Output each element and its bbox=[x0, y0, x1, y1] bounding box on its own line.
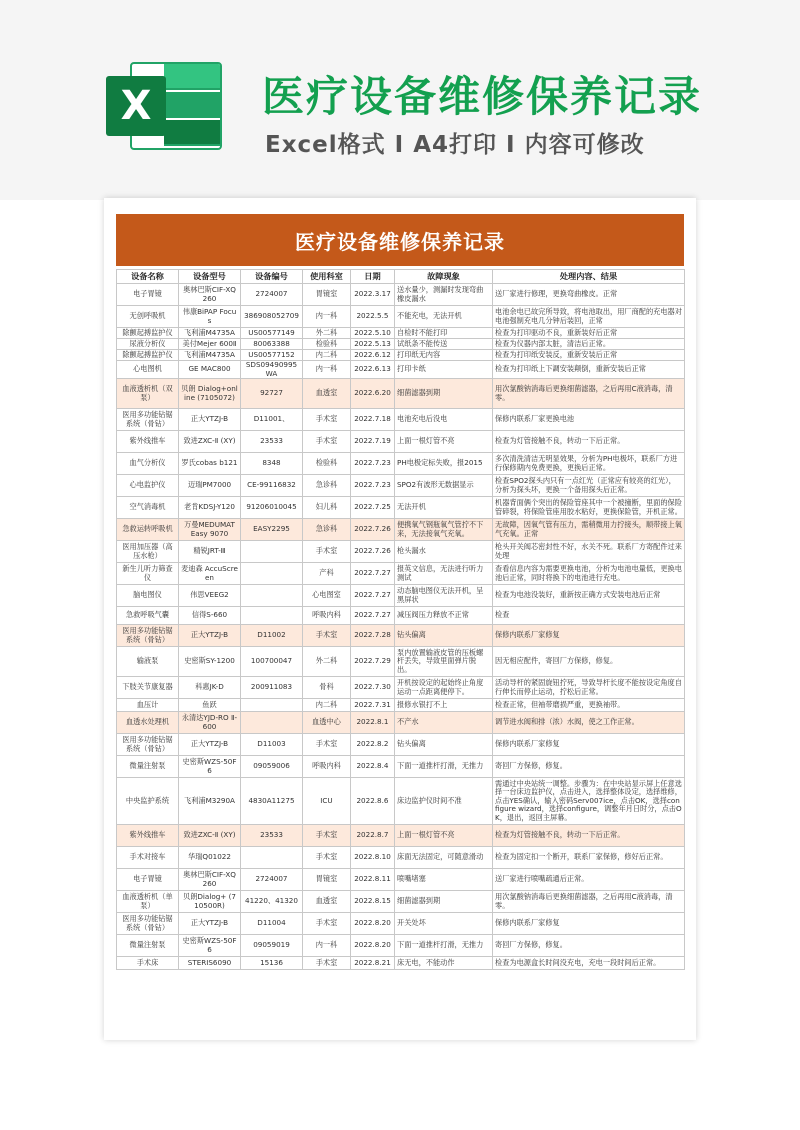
table-row bbox=[117, 563, 685, 585]
department-cell: 呼吸内科 bbox=[303, 756, 351, 778]
date-cell: 2022.8.7 bbox=[351, 825, 395, 847]
fault-cell: 钻头偏离 bbox=[395, 625, 493, 647]
device-model-cell: 飞利浦M4735A bbox=[179, 350, 241, 361]
device-model-cell: 科惠JK-D bbox=[179, 677, 241, 699]
device-name-cell: 手术对接车 bbox=[117, 847, 179, 869]
device-number-cell: 09059006 bbox=[241, 756, 303, 778]
handling-cell: 检查为打印驱动不良，重新装好后正常 bbox=[493, 328, 685, 339]
date-cell: 2022.8.6 bbox=[351, 778, 395, 825]
department-cell: 检验科 bbox=[303, 339, 351, 350]
table-row bbox=[117, 453, 685, 475]
device-name-cell: 输液泵 bbox=[117, 647, 179, 677]
device-name-cell: 微量注射泵 bbox=[117, 935, 179, 957]
fault-cell: 不产水 bbox=[395, 712, 493, 734]
fault-cell: 上面一根灯管不亮 bbox=[395, 825, 493, 847]
date-cell: 2022.8.4 bbox=[351, 756, 395, 778]
device-name-cell: 紫外线推车 bbox=[117, 825, 179, 847]
records-body bbox=[117, 284, 685, 970]
handling-cell: 用次氯酸钠消毒后更换细菌滤器，之后再用C液消毒，清零。 bbox=[493, 379, 685, 409]
fault-cell: 自检时不能打印 bbox=[395, 328, 493, 339]
fault-cell: 下面一道推杆打滑，无推力 bbox=[395, 756, 493, 778]
device-number-cell bbox=[241, 699, 303, 712]
device-model-cell: 麦迪森 AccuScreen bbox=[179, 563, 241, 585]
fault-cell: 动态脑电图仪无法开机，呈黑屏状 bbox=[395, 585, 493, 607]
department-cell: 血透室 bbox=[303, 379, 351, 409]
device-name-cell: 心电图机 bbox=[117, 361, 179, 379]
handling-cell: 查看信息内容为需要更换电池，分析为电池电量低，更换电池后正常，同时将换下的电池进行充电。 bbox=[493, 563, 685, 585]
date-cell: 2022.6.13 bbox=[351, 361, 395, 379]
date-cell: 2022.3.17 bbox=[351, 284, 395, 306]
handling-cell: 机器背面俩个突出的保险管座其中一个被撞断，里面的保险管碎裂，将保险管座用胶水粘好，更换保险管，开机正常。 bbox=[493, 497, 685, 519]
handling-cell: 检查为电源盒长时间没充电，充电一段时间后正常。 bbox=[493, 957, 685, 970]
date-cell: 2022.6.12 bbox=[351, 350, 395, 361]
device-name-cell: 医用多功能钻锯系统（骨钻） bbox=[117, 409, 179, 431]
table-row bbox=[117, 519, 685, 541]
handling-cell: 电池余电已故完所导致，将电池取出，用厂商配的充电器对电池强制充电几分钟后装回，正常 bbox=[493, 306, 685, 328]
device-name-cell: 急救呼吸气囊 bbox=[117, 607, 179, 625]
device-name-cell: 血透水处理机 bbox=[117, 712, 179, 734]
table-row bbox=[117, 328, 685, 339]
fault-cell: 床面无法固定，可随意滑动 bbox=[395, 847, 493, 869]
device-number-cell: 200911083 bbox=[241, 677, 303, 699]
device-name-cell: 紫外线推车 bbox=[117, 431, 179, 453]
device-number-cell bbox=[241, 541, 303, 563]
fault-cell: 不能充电，无法开机 bbox=[395, 306, 493, 328]
handling-cell: 检查为电池没装好，重新按正确方式安装电池后正常 bbox=[493, 585, 685, 607]
date-cell: 2022.5.5 bbox=[351, 306, 395, 328]
device-model-cell: 伟康BiPAP Focus bbox=[179, 306, 241, 328]
device-number-cell: 91206010045 bbox=[241, 497, 303, 519]
device-model-cell: 致进ZXC-Ⅱ (XY) bbox=[179, 825, 241, 847]
department-cell: 急诊科 bbox=[303, 519, 351, 541]
department-cell: 胃镜室 bbox=[303, 869, 351, 891]
device-name-cell: 手术床 bbox=[117, 957, 179, 970]
device-model-cell: 贝朗Dialog+ (710500R) bbox=[179, 891, 241, 913]
handling-cell: 检查为仪器内部太脏，清洁后正常。 bbox=[493, 339, 685, 350]
date-cell: 2022.5.13 bbox=[351, 339, 395, 350]
fault-cell: 无法开机 bbox=[395, 497, 493, 519]
department-cell: 手术室 bbox=[303, 409, 351, 431]
fault-cell: 便携氧气钢瓶氧气管拧不下来，无法接氧气充氧。 bbox=[395, 519, 493, 541]
table-row bbox=[117, 712, 685, 734]
date-cell: 2022.7.30 bbox=[351, 677, 395, 699]
fault-cell: 床边监护仪时间不准 bbox=[395, 778, 493, 825]
device-model-cell: 致进ZXC-Ⅱ (XY) bbox=[179, 431, 241, 453]
device-model-cell: STERIS6090 bbox=[179, 957, 241, 970]
device-name-cell: 无创呼吸机 bbox=[117, 306, 179, 328]
device-name-cell: 医用加压器（高压水枪） bbox=[117, 541, 179, 563]
handling-cell: 检查为灯管接触不良，转动一下后正常。 bbox=[493, 825, 685, 847]
logo-letter: X bbox=[106, 76, 166, 136]
table-row bbox=[117, 957, 685, 970]
date-cell: 2022.8.21 bbox=[351, 957, 395, 970]
device-number-cell: 15136 bbox=[241, 957, 303, 970]
table-row bbox=[117, 431, 685, 453]
device-model-cell: 精锐JRT-Ⅲ bbox=[179, 541, 241, 563]
table-row bbox=[117, 409, 685, 431]
table-row bbox=[117, 585, 685, 607]
device-name-cell: 血压计 bbox=[117, 699, 179, 712]
department-cell: 外二科 bbox=[303, 328, 351, 339]
table-row bbox=[117, 350, 685, 361]
device-number-cell: D11001、 bbox=[241, 409, 303, 431]
table-row bbox=[117, 379, 685, 409]
handling-cell: 寄回厂方保修，修复。 bbox=[493, 756, 685, 778]
banner-title: 医疗设备维修保养记录 bbox=[262, 72, 703, 121]
device-name-cell: 电子胃镜 bbox=[117, 869, 179, 891]
department-cell: 产科 bbox=[303, 563, 351, 585]
fault-cell: 上面一根灯管不亮 bbox=[395, 431, 493, 453]
date-cell: 2022.8.20 bbox=[351, 935, 395, 957]
date-cell: 2022.7.18 bbox=[351, 409, 395, 431]
table-row bbox=[117, 825, 685, 847]
device-number-cell: 2724007 bbox=[241, 284, 303, 306]
table-row bbox=[117, 913, 685, 935]
device-name-cell: 新生儿听力筛查仪 bbox=[117, 563, 179, 585]
fault-cell: 打印纸无内容 bbox=[395, 350, 493, 361]
handling-cell: 检查 bbox=[493, 607, 685, 625]
device-model-cell: 伟思VEEG2 bbox=[179, 585, 241, 607]
device-name-cell: 中央监护系统 bbox=[117, 778, 179, 825]
device-model-cell: 永清达YJD-RO Ⅱ-600 bbox=[179, 712, 241, 734]
department-cell: 手术室 bbox=[303, 431, 351, 453]
device-number-cell bbox=[241, 847, 303, 869]
table-row bbox=[117, 625, 685, 647]
department-cell: 内二科 bbox=[303, 699, 351, 712]
date-cell: 2022.7.28 bbox=[351, 625, 395, 647]
table-row bbox=[117, 677, 685, 699]
table-header-row bbox=[117, 270, 685, 284]
table-row bbox=[117, 756, 685, 778]
handling-cell: 送厂家进行修理，更换弯曲橡皮。正常 bbox=[493, 284, 685, 306]
column-header: 处理内容、结果 bbox=[493, 270, 685, 284]
department-cell: 血透中心 bbox=[303, 712, 351, 734]
column-header: 故障现象 bbox=[395, 270, 493, 284]
date-cell: 2022.8.1 bbox=[351, 712, 395, 734]
device-number-cell: 100700047 bbox=[241, 647, 303, 677]
device-number-cell: 2724007 bbox=[241, 869, 303, 891]
device-number-cell bbox=[241, 563, 303, 585]
banner bbox=[0, 0, 800, 200]
fault-cell: 细菌滤器到期 bbox=[395, 379, 493, 409]
device-model-cell: 万曼MEDUMAT Easy 9070 bbox=[179, 519, 241, 541]
table-row bbox=[117, 541, 685, 563]
column-header: 日期 bbox=[351, 270, 395, 284]
fault-cell: 打印卡纸 bbox=[395, 361, 493, 379]
date-cell: 2022.8.15 bbox=[351, 891, 395, 913]
handling-cell: 检查SPO2探头内只有一点红光（正常应有较亮的红光），分析为探头坏，更换一个备用探头后正常。 bbox=[493, 475, 685, 497]
device-model-cell: 信得S-660 bbox=[179, 607, 241, 625]
device-name-cell: 血液透析机（双泵） bbox=[117, 379, 179, 409]
device-name-cell: 空气消毒机 bbox=[117, 497, 179, 519]
handling-cell: 多次清洗清洁无明显效果，分析为PH电极坏，联系厂方进行保修期内免费更换，更换后正常。 bbox=[493, 453, 685, 475]
device-number-cell: 8348 bbox=[241, 453, 303, 475]
device-number-cell: SDS09490995WA bbox=[241, 361, 303, 379]
department-cell: 手术室 bbox=[303, 825, 351, 847]
device-name-cell: 下肢关节康复器 bbox=[117, 677, 179, 699]
department-cell: 手术室 bbox=[303, 957, 351, 970]
device-name-cell: 医用多功能钻锯系统（骨钻） bbox=[117, 913, 179, 935]
device-model-cell: 正大YTZJ-B bbox=[179, 625, 241, 647]
table-row bbox=[117, 306, 685, 328]
handling-cell: 寄回厂方保修，修复。 bbox=[493, 935, 685, 957]
date-cell: 2022.8.10 bbox=[351, 847, 395, 869]
device-model-cell: 飞利浦M4735A bbox=[179, 328, 241, 339]
handling-cell: 保修内联系厂家修复 bbox=[493, 625, 685, 647]
device-name-cell: 急救运转呼吸机 bbox=[117, 519, 179, 541]
date-cell: 2022.7.26 bbox=[351, 541, 395, 563]
column-header: 设备型号 bbox=[179, 270, 241, 284]
device-number-cell: D11002 bbox=[241, 625, 303, 647]
fault-cell: 下面一道推杆打滑，无推力 bbox=[395, 935, 493, 957]
department-cell: 血透室 bbox=[303, 891, 351, 913]
device-name-cell: 心电监护仪 bbox=[117, 475, 179, 497]
device-name-cell: 除颤起搏监护仪 bbox=[117, 350, 179, 361]
device-number-cell: D11004 bbox=[241, 913, 303, 935]
handling-cell: 用次氯酸钠消毒后更换细菌滤器，之后再用C液消毒，清零。 bbox=[493, 891, 685, 913]
fault-cell: 喷嘴堵塞 bbox=[395, 869, 493, 891]
fault-cell: SPO2有波形无数据显示 bbox=[395, 475, 493, 497]
device-model-cell: 史密斯WZS-50F6 bbox=[179, 935, 241, 957]
device-number-cell: 386908052709 bbox=[241, 306, 303, 328]
date-cell: 2022.7.23 bbox=[351, 475, 395, 497]
handling-cell: 调节进水阀和排（浓）水阀，使之工作正常。 bbox=[493, 712, 685, 734]
fault-cell: 电池充电后没电 bbox=[395, 409, 493, 431]
table-row bbox=[117, 647, 685, 677]
device-number-cell: EASY2295 bbox=[241, 519, 303, 541]
handling-cell: 检查正常，但袖带磨损严重，更换袖带。 bbox=[493, 699, 685, 712]
date-cell: 2022.7.27 bbox=[351, 585, 395, 607]
date-cell: 2022.8.2 bbox=[351, 734, 395, 756]
handling-cell: 需通过中央站统一调整。步骤为：在中央站显示屏上任意选择一台床边监护仪，点击进入，选择整体设定，选择维修，点击YES确认，输入密码Serv007ice，点击OK，选择configure wizard，选择configure，调整年月日时分，点击OK，退出，返回主屏幕。 bbox=[493, 778, 685, 825]
device-model-cell: 正大YTZJ-B bbox=[179, 734, 241, 756]
fault-cell: 泵内放置输液皮管的压板螺杆丢失，导致里面弹片脱出。 bbox=[395, 647, 493, 677]
department-cell: 手术室 bbox=[303, 847, 351, 869]
department-cell: 胃镜室 bbox=[303, 284, 351, 306]
department-cell: 内一科 bbox=[303, 361, 351, 379]
device-number-cell: US00577152 bbox=[241, 350, 303, 361]
device-model-cell: 奥林巴斯CIF-XQ260 bbox=[179, 284, 241, 306]
department-cell: 内一科 bbox=[303, 306, 351, 328]
fault-cell: 开机按设定的起始终止角度运动一点距离便停下。 bbox=[395, 677, 493, 699]
device-model-cell: 贝朗 Dialog+online (7105072) bbox=[179, 379, 241, 409]
fault-cell: 床无电，不能动作 bbox=[395, 957, 493, 970]
department-cell: 内二科 bbox=[303, 350, 351, 361]
device-name-cell: 医用多功能钻锯系统（骨钻） bbox=[117, 625, 179, 647]
device-model-cell: 华瑞Q01022 bbox=[179, 847, 241, 869]
handling-cell: 保修内联系厂家更换电池 bbox=[493, 409, 685, 431]
table-row bbox=[117, 339, 685, 350]
table-row bbox=[117, 361, 685, 379]
device-name-cell: 血气分析仪 bbox=[117, 453, 179, 475]
column-header: 设备名称 bbox=[117, 270, 179, 284]
device-model-cell: 迈瑞PM7000 bbox=[179, 475, 241, 497]
device-number-cell bbox=[241, 712, 303, 734]
handling-cell: 检查为打印纸安装反，重新安装后正常 bbox=[493, 350, 685, 361]
handling-cell: 因无相应配件，寄回厂方保修，修复。 bbox=[493, 647, 685, 677]
department-cell: 心电图室 bbox=[303, 585, 351, 607]
column-header: 设备编号 bbox=[241, 270, 303, 284]
device-number-cell: 92727 bbox=[241, 379, 303, 409]
device-model-cell: 飞利浦M3290A bbox=[179, 778, 241, 825]
device-model-cell: 正大YTZJ-B bbox=[179, 409, 241, 431]
records-table bbox=[116, 269, 685, 970]
fault-cell: 试纸条不能传送 bbox=[395, 339, 493, 350]
date-cell: 2022.8.11 bbox=[351, 869, 395, 891]
department-cell: 急诊科 bbox=[303, 475, 351, 497]
table-row bbox=[117, 475, 685, 497]
department-cell: 外二科 bbox=[303, 647, 351, 677]
device-number-cell: US00577149 bbox=[241, 328, 303, 339]
date-cell: 2022.7.23 bbox=[351, 453, 395, 475]
device-number-cell: D11003 bbox=[241, 734, 303, 756]
table-row bbox=[117, 847, 685, 869]
date-cell: 2022.7.26 bbox=[351, 519, 395, 541]
department-cell: 呼吸内科 bbox=[303, 607, 351, 625]
device-number-cell: CE-99116832 bbox=[241, 475, 303, 497]
device-model-cell: 老肯KDSJ-Y120 bbox=[179, 497, 241, 519]
device-number-cell: 4830A11275 bbox=[241, 778, 303, 825]
department-cell: 妇儿科 bbox=[303, 497, 351, 519]
device-model-cell: 罗氏cobas b121 bbox=[179, 453, 241, 475]
handling-cell: 检查为固定扣一个断开，联系厂家保修，修好后正常。 bbox=[493, 847, 685, 869]
handling-cell: 保修内联系厂家修复 bbox=[493, 734, 685, 756]
excel-logo-icon bbox=[100, 56, 225, 156]
handling-cell: 枪头开关阀芯密封性不好，水关不死。联系厂方寄配件过来处理 bbox=[493, 541, 685, 563]
date-cell: 2022.7.29 bbox=[351, 647, 395, 677]
date-cell: 2022.7.25 bbox=[351, 497, 395, 519]
table-row bbox=[117, 497, 685, 519]
device-number-cell: 80063388 bbox=[241, 339, 303, 350]
date-cell: 2022.8.20 bbox=[351, 913, 395, 935]
department-cell: 手术室 bbox=[303, 541, 351, 563]
handling-cell: 检查为灯管接触不良，转动一下后正常。 bbox=[493, 431, 685, 453]
date-cell: 2022.7.31 bbox=[351, 699, 395, 712]
table-row bbox=[117, 935, 685, 957]
fault-cell: 细菌滤器到期 bbox=[395, 891, 493, 913]
device-number-cell bbox=[241, 585, 303, 607]
device-model-cell: 史密斯SY-1200 bbox=[179, 647, 241, 677]
table-row bbox=[117, 284, 685, 306]
device-name-cell: 尿液分析仪 bbox=[117, 339, 179, 350]
device-name-cell: 脑电图仪 bbox=[117, 585, 179, 607]
handling-cell: 保修内联系厂家修复 bbox=[493, 913, 685, 935]
device-model-cell: 美付Mejer 600Ⅱ bbox=[179, 339, 241, 350]
handling-cell: 活动导杆的紧固旋钮拧死，导致导杆长度不能按设定角度自行伸长而停止运动，拧松后正常。 bbox=[493, 677, 685, 699]
fault-cell: 钻头偏离 bbox=[395, 734, 493, 756]
device-model-cell: 史密斯WZS-50F6 bbox=[179, 756, 241, 778]
department-cell: 内一科 bbox=[303, 935, 351, 957]
department-cell: 手术室 bbox=[303, 625, 351, 647]
department-cell: 检验科 bbox=[303, 453, 351, 475]
handling-cell: 送厂家进行喷嘴疏通后正常。 bbox=[493, 869, 685, 891]
date-cell: 2022.7.19 bbox=[351, 431, 395, 453]
handling-cell: 无故障，因氧气管有压力，需稍微用力拧接头，顺带接上氧气充氧。正常 bbox=[493, 519, 685, 541]
department-cell: 手术室 bbox=[303, 734, 351, 756]
banner-subtitle: Excel格式 I A4打印 I 内容可修改 bbox=[265, 132, 645, 158]
department-cell: ICU bbox=[303, 778, 351, 825]
device-model-cell: 鱼跃 bbox=[179, 699, 241, 712]
device-model-cell: 正大YTZJ-B bbox=[179, 913, 241, 935]
table-row bbox=[117, 869, 685, 891]
device-number-cell: 23533 bbox=[241, 825, 303, 847]
fault-cell: 枪头漏水 bbox=[395, 541, 493, 563]
device-name-cell: 除颤起搏监护仪 bbox=[117, 328, 179, 339]
fault-cell: 送水量少，测漏时发现弯曲橡皮漏水 bbox=[395, 284, 493, 306]
fault-cell: 减压阀压力释放不正常 bbox=[395, 607, 493, 625]
fault-cell: PH电极定标失败，报2015 bbox=[395, 453, 493, 475]
fault-cell: 开关处坏 bbox=[395, 913, 493, 935]
table-row bbox=[117, 778, 685, 825]
date-cell: 2022.7.27 bbox=[351, 607, 395, 625]
date-cell: 2022.5.10 bbox=[351, 328, 395, 339]
device-number-cell: 41220、41320 bbox=[241, 891, 303, 913]
device-model-cell: GE MAC800 bbox=[179, 361, 241, 379]
handling-cell: 检查为打印纸上下調安装颠倒，重新安装后正常 bbox=[493, 361, 685, 379]
date-cell: 2022.6.20 bbox=[351, 379, 395, 409]
table-row bbox=[117, 607, 685, 625]
department-cell: 手术室 bbox=[303, 913, 351, 935]
device-number-cell: 23533 bbox=[241, 431, 303, 453]
fault-cell: 报修水银打不上 bbox=[395, 699, 493, 712]
device-number-cell bbox=[241, 607, 303, 625]
sheet-title: 医疗设备维修保养记录 bbox=[116, 214, 684, 266]
table-row bbox=[117, 734, 685, 756]
device-name-cell: 医用多功能钻锯系统（骨钻） bbox=[117, 734, 179, 756]
device-name-cell: 电子胃镜 bbox=[117, 284, 179, 306]
table-row bbox=[117, 699, 685, 712]
device-number-cell: 09059019 bbox=[241, 935, 303, 957]
device-model-cell: 奥林巴斯CIF-XQ260 bbox=[179, 869, 241, 891]
device-name-cell: 微量注射泵 bbox=[117, 756, 179, 778]
column-header: 使用科室 bbox=[303, 270, 351, 284]
fault-cell: 报英文信息，无法进行听力测试 bbox=[395, 563, 493, 585]
device-name-cell: 血液透析机（单泵） bbox=[117, 891, 179, 913]
document-sheet bbox=[104, 198, 696, 1040]
table-row bbox=[117, 891, 685, 913]
date-cell: 2022.7.27 bbox=[351, 563, 395, 585]
department-cell: 骨科 bbox=[303, 677, 351, 699]
